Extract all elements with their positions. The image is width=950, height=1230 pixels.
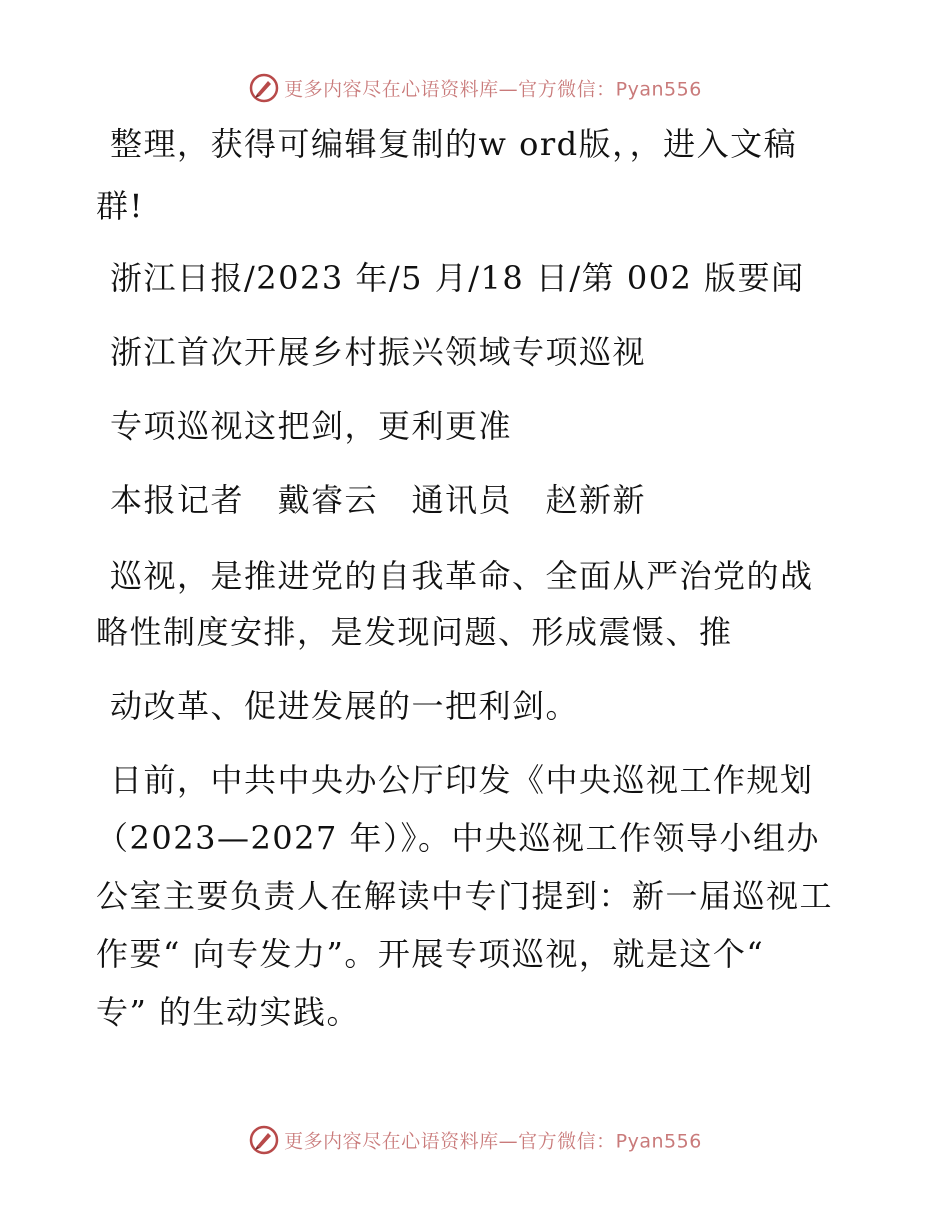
article-headline: 浙江首次开展乡村振兴领域专项巡视 xyxy=(110,333,647,371)
body-line: 巡视，是推进党的自我革命、全面从严治党的战 xyxy=(110,557,814,595)
body-line: 群! xyxy=(96,187,144,225)
header-watermark xyxy=(0,72,950,104)
body-line: 专” 的生动实践。 xyxy=(96,993,361,1031)
brush-logo-icon xyxy=(248,1124,280,1156)
article-subheadline: 专项巡视这把剑，更利更准 xyxy=(110,407,513,445)
footer-watermark-text: 更多内容尽在心语资料库—官方微信：Pyan556 xyxy=(284,1130,702,1153)
body-line: 日前，中共中央办公厅印发《中央巡视工作规划 xyxy=(110,761,814,799)
body-line: 作要“ 向专发力”。开展专项巡视，就是这个“ xyxy=(96,935,765,973)
brush-logo-icon xyxy=(248,72,280,104)
newspaper-source: 浙江日报/2023 年/5 月/18 日/第 002 版要闻 xyxy=(110,259,805,297)
body-line: 整理，获得可编辑复制的w ord版，，进入文稿 xyxy=(110,125,798,163)
article-byline: 本报记者 戴睿云 通讯员 赵新新 xyxy=(110,481,647,519)
footer-watermark xyxy=(0,1124,950,1156)
body-line: 略性制度安排，是发现问题、形成震慑、推 xyxy=(96,613,733,651)
body-line: 动改革、促进发展的一把利剑。 xyxy=(110,687,580,725)
body-line: 公室主要负责人在解读中专门提到：新一届巡视工 xyxy=(96,877,834,915)
header-watermark-text: 更多内容尽在心语资料库—官方微信：Pyan556 xyxy=(284,78,702,101)
body-line: （2023—2027 年）》。中央巡视工作领导小组办 xyxy=(96,819,821,857)
